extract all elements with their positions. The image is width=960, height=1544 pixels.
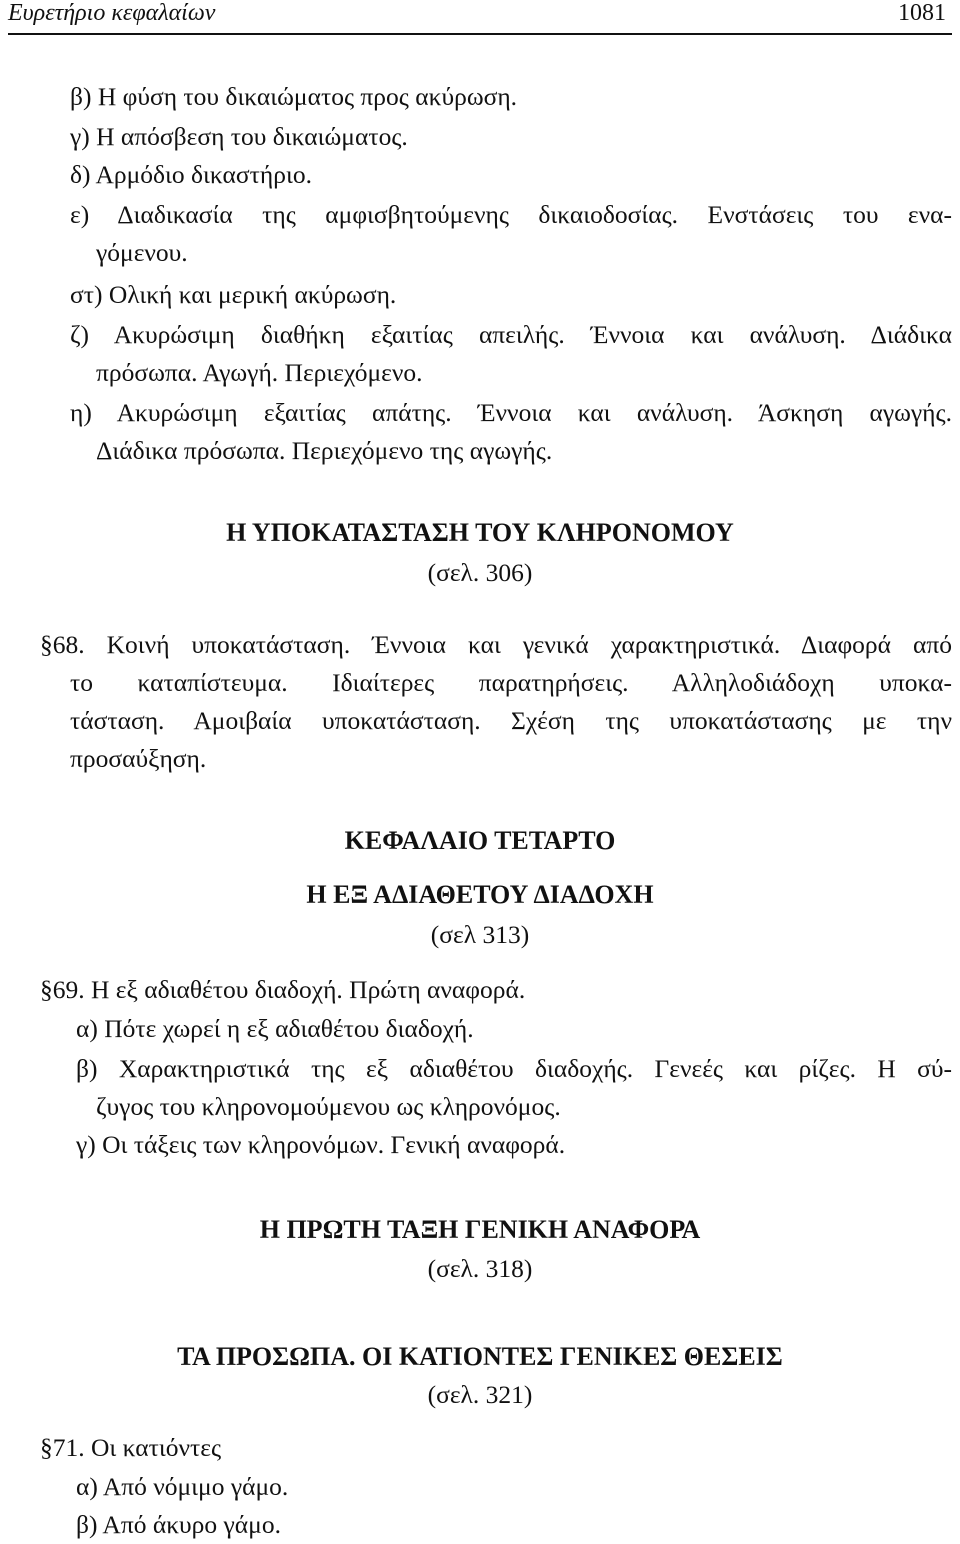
section-heading-persons: ΤΑ ΠΡΟΣΩΠΑ. ΟΙ ΚΑΤΙΟΝΤΕΣ ΓΕΝΙΚΕΣ ΘΕΣΕΙΣ	[177, 1342, 783, 1371]
section-heading-substitution: Η ΥΠΟΚΑΤΑΣΤΑΣΗ ΤΟΥ ΚΛΗΡΟΝΟΜΟΥ	[226, 518, 734, 547]
paragraph-68-line4: προσαύξηση.	[70, 744, 207, 773]
paragraph-68-line1: §68. Κοινή υποκατάσταση. Έννοια και γενικά χαρακτηριστικά. Διαφορά από	[40, 630, 952, 659]
index-entry-z-line2: πρόσωπα. Αγωγή. Περιεχόμενο.	[96, 358, 423, 387]
paragraph-71: §71. Οι κατιόντες	[40, 1433, 222, 1462]
paragraph-69: §69. Η εξ αδιαθέτου διαδοχή. Πρώτη αναφορά.	[40, 975, 526, 1004]
section-page-ref: (σελ. 321)	[427, 1380, 533, 1409]
paragraph-68-line3: τάσταση. Αμοιβαία υποκατάσταση. Σχέση της υποκατάστασης με την	[70, 706, 952, 735]
index-entry-d: δ) Αρμόδιο δικαστήριο.	[70, 160, 312, 189]
section-heading-first-class: Η ΠΡΩΤΗ ΤΑΞΗ ΓΕΝΙΚΗ ΑΝΑΦΟΡΑ	[259, 1215, 701, 1244]
index-entry-c: γ) Οι τάξεις των κληρονόμων. Γενική αναφορά.	[76, 1130, 566, 1159]
section-page-ref: (σελ. 306)	[427, 558, 533, 587]
index-entry-z-line1: ζ) Ακυρώσιμη διαθήκη εξαιτίας απειλής. Έννοια και ανάλυση. Διάδικα	[70, 320, 952, 349]
index-entry-c: γ) Η απόσβεση του δικαιώματος.	[70, 122, 408, 151]
index-entry-h-line2: Διάδικα πρόσωπα. Περιεχόμενο της αγωγής.	[96, 436, 553, 465]
index-entry-b-line1: β) Χαρακτηριστικά της εξ αδιαθέτου διαδοχής. Γενεές και ρίζες. Η σύ-	[76, 1054, 952, 1083]
page-number: 1081	[898, 0, 946, 26]
section-heading-intestate: Η ΕΞ ΑΔΙΑΘΕΤΟΥ ΔΙΑΔΟΧΗ	[306, 880, 654, 909]
running-header	[8, 0, 952, 35]
index-entry-h-line1: η) Ακυρώσιμη εξαιτίας απάτης. Έννοια και ανάλυση. Άσκηση αγωγής.	[70, 398, 952, 427]
index-entry-b: β) Η φύση του δικαιώματος προς ακύρωση.	[70, 82, 518, 111]
chapter-heading: ΚΕΦΑΛΑΙΟ ΤΕΤΑΡΤΟ	[344, 826, 616, 855]
section-page-ref: (σελ. 318)	[427, 1254, 533, 1283]
index-entry-b: β) Από άκυρο γάμο.	[76, 1510, 281, 1539]
index-entry-e-line2: γόμενου.	[96, 238, 188, 267]
index-entry-a: α) Πότε χωρεί η εξ αδιαθέτου διαδοχή.	[76, 1014, 474, 1043]
paragraph-68-line2: το καταπίστευμα. Ιδιαίτερες παρατηρήσεις. Αλληλοδιάδοχη υποκα-	[70, 668, 952, 697]
index-entry-e-line1: ε) Διαδικασία της αμφισβητούμενης δικαιοδοσίας. Ενστάσεις του ενα-	[70, 200, 952, 229]
index-entry-st: στ) Ολική και μερική ακύρωση.	[70, 280, 397, 309]
index-entry-b-line2: ζυγος του κληρονομούμενου ως κληρονόμος.	[96, 1092, 561, 1121]
index-entry-a: α) Από νόμιμο γάμο.	[76, 1472, 289, 1501]
header-title: Ευρετήριο κεφαλαίων	[8, 0, 216, 26]
section-page-ref: (σελ 313)	[430, 920, 530, 949]
